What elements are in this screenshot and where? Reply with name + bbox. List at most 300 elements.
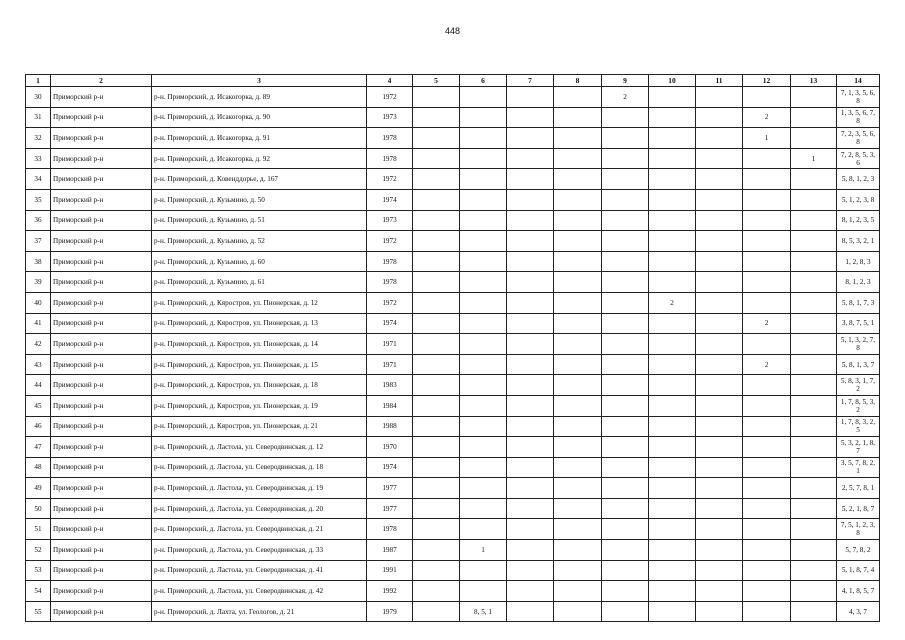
value-cell <box>696 334 743 355</box>
value-cell <box>460 107 507 128</box>
value-cell <box>696 540 743 561</box>
codes-cell: 5, 1, 2, 3, 8 <box>837 189 880 210</box>
value-cell <box>507 478 554 499</box>
value-cell <box>507 251 554 272</box>
value-cell <box>649 334 696 355</box>
table-row <box>26 437 880 458</box>
value-cell <box>649 395 696 416</box>
value-cell <box>413 128 460 149</box>
year-cell: 1972 <box>367 231 413 252</box>
column-header: 14 <box>837 75 880 87</box>
district-cell: Приморский р-н <box>51 272 152 293</box>
value-cell <box>743 540 791 561</box>
value-cell <box>460 272 507 293</box>
row-number: 55 <box>26 601 51 622</box>
value-cell <box>507 334 554 355</box>
district-cell: Приморский р-н <box>51 87 152 108</box>
value-cell <box>413 169 460 190</box>
value-cell <box>743 210 791 231</box>
codes-cell: 7, 2, 3, 5, 6, 8 <box>837 128 880 149</box>
value-cell <box>649 457 696 478</box>
year-cell: 1974 <box>367 457 413 478</box>
value-cell <box>554 231 602 252</box>
table-row <box>26 457 880 478</box>
value-cell <box>507 457 554 478</box>
value-cell <box>743 375 791 396</box>
value-cell <box>649 148 696 169</box>
column-header: 7 <box>507 75 554 87</box>
district-cell: Приморский р-н <box>51 519 152 540</box>
table-row <box>26 189 880 210</box>
year-cell: 1984 <box>367 395 413 416</box>
value-cell <box>507 354 554 375</box>
address-cell: р-н. Приморский, д. Кяростров, ул. Пионерская, д. 12 <box>152 292 367 313</box>
page-number: 448 <box>444 26 461 36</box>
value-cell <box>413 313 460 334</box>
codes-cell: 5, 8, 1, 7, 3 <box>837 292 880 313</box>
address-cell: р-н. Приморский, д. Ластола, ул. Северодвинская, д. 33 <box>152 540 367 561</box>
row-number: 51 <box>26 519 51 540</box>
row-number: 52 <box>26 540 51 561</box>
value-cell <box>649 437 696 458</box>
value-cell <box>649 313 696 334</box>
value-cell <box>743 189 791 210</box>
value-cell <box>743 581 791 602</box>
district-cell: Приморский р-н <box>51 560 152 581</box>
value-cell <box>696 354 743 375</box>
column-header: 9 <box>602 75 649 87</box>
value-cell <box>413 478 460 499</box>
value-cell <box>554 251 602 272</box>
value-cell: 1 <box>791 148 837 169</box>
value-cell <box>743 519 791 540</box>
value-cell <box>460 457 507 478</box>
district-cell: Приморский р-н <box>51 210 152 231</box>
district-cell: Приморский р-н <box>51 395 152 416</box>
value-cell <box>602 478 649 499</box>
value-cell <box>413 292 460 313</box>
value-cell <box>743 437 791 458</box>
value-cell <box>554 437 602 458</box>
address-cell: р-н. Приморский, д. Ковенддорье, д. 167 <box>152 169 367 190</box>
value-cell <box>507 107 554 128</box>
value-cell <box>649 581 696 602</box>
value-cell <box>743 272 791 293</box>
value-cell <box>602 169 649 190</box>
value-cell <box>413 457 460 478</box>
table-row <box>26 292 880 313</box>
value-cell <box>413 498 460 519</box>
value-cell <box>696 478 743 499</box>
value-cell <box>554 560 602 581</box>
district-cell: Приморский р-н <box>51 457 152 478</box>
row-number: 54 <box>26 581 51 602</box>
value-cell <box>696 231 743 252</box>
codes-cell: 4, 1, 8, 5, 7 <box>837 581 880 602</box>
table-row <box>26 87 880 108</box>
table-row <box>26 478 880 499</box>
value-cell <box>554 416 602 437</box>
row-number: 34 <box>26 169 51 190</box>
value-cell <box>791 210 837 231</box>
column-header: 12 <box>743 75 791 87</box>
codes-cell: 5, 8, 1, 3, 7 <box>837 354 880 375</box>
codes-cell: 5, 1, 8, 7, 4 <box>837 560 880 581</box>
district-cell: Приморский р-н <box>51 313 152 334</box>
value-cell <box>696 560 743 581</box>
column-header: 3 <box>152 75 367 87</box>
value-cell <box>460 292 507 313</box>
year-cell: 1974 <box>367 313 413 334</box>
value-cell <box>602 437 649 458</box>
value-cell <box>507 169 554 190</box>
district-cell: Приморский р-н <box>51 581 152 602</box>
value-cell <box>791 416 837 437</box>
year-cell: 1971 <box>367 334 413 355</box>
value-cell <box>554 87 602 108</box>
value-cell <box>743 601 791 622</box>
column-header: 8 <box>554 75 602 87</box>
table-row <box>26 272 880 293</box>
value-cell <box>413 231 460 252</box>
year-cell: 1970 <box>367 437 413 458</box>
address-cell: р-н. Приморский, д. Кузьмино, д. 50 <box>152 189 367 210</box>
value-cell <box>460 148 507 169</box>
value-cell <box>649 416 696 437</box>
row-number: 40 <box>26 292 51 313</box>
row-number: 47 <box>26 437 51 458</box>
row-number: 43 <box>26 354 51 375</box>
column-header: 4 <box>367 75 413 87</box>
value-cell <box>649 478 696 499</box>
value-cell <box>507 375 554 396</box>
codes-cell: 1, 7, 8, 5, 3, 2 <box>837 395 880 416</box>
value-cell <box>413 601 460 622</box>
district-cell: Приморский р-н <box>51 416 152 437</box>
value-cell <box>413 272 460 293</box>
value-cell <box>791 437 837 458</box>
value-cell <box>554 272 602 293</box>
address-cell: р-н. Приморский, д. Кяростров, ул. Пионерская, д. 21 <box>152 416 367 437</box>
value-cell: 1 <box>743 128 791 149</box>
row-number: 46 <box>26 416 51 437</box>
value-cell <box>602 519 649 540</box>
value-cell <box>791 87 837 108</box>
value-cell <box>554 334 602 355</box>
district-cell: Приморский р-н <box>51 107 152 128</box>
district-cell: Приморский р-н <box>51 540 152 561</box>
value-cell: 2 <box>743 107 791 128</box>
value-cell <box>696 272 743 293</box>
address-cell: р-н. Приморский, д. Кяростров, ул. Пионерская, д. 15 <box>152 354 367 375</box>
value-cell <box>554 457 602 478</box>
row-number: 37 <box>26 231 51 252</box>
value-cell <box>602 231 649 252</box>
codes-cell: 7, 5, 1, 2, 3, 8 <box>837 519 880 540</box>
district-cell: Приморский р-н <box>51 375 152 396</box>
value-cell <box>696 416 743 437</box>
row-number: 31 <box>26 107 51 128</box>
codes-cell: 5, 8, 3, 1, 7, 2 <box>837 375 880 396</box>
value-cell <box>791 334 837 355</box>
codes-cell: 1, 2, 8, 3 <box>837 251 880 272</box>
value-cell <box>696 313 743 334</box>
row-number: 41 <box>26 313 51 334</box>
value-cell <box>460 416 507 437</box>
year-cell: 1977 <box>367 498 413 519</box>
value-cell <box>791 519 837 540</box>
value-cell <box>460 437 507 458</box>
value-cell <box>696 107 743 128</box>
codes-cell: 2, 5, 7, 8, 1 <box>837 478 880 499</box>
value-cell <box>696 581 743 602</box>
value-cell <box>507 128 554 149</box>
table-row <box>26 581 880 602</box>
codes-cell: 3, 8, 7, 5, 1 <box>837 313 880 334</box>
register-table <box>25 74 880 622</box>
codes-cell: 8, 1, 2, 3 <box>837 272 880 293</box>
year-cell: 1973 <box>367 107 413 128</box>
year-cell: 1972 <box>367 87 413 108</box>
value-cell <box>696 169 743 190</box>
value-cell: 2 <box>743 354 791 375</box>
value-cell <box>602 354 649 375</box>
table-row <box>26 251 880 272</box>
value-cell <box>413 581 460 602</box>
value-cell <box>460 354 507 375</box>
value-cell <box>602 210 649 231</box>
row-number: 38 <box>26 251 51 272</box>
value-cell <box>743 395 791 416</box>
value-cell <box>413 334 460 355</box>
address-cell: р-н. Приморский, д. Кяростров, ул. Пионерская, д. 14 <box>152 334 367 355</box>
value-cell <box>602 272 649 293</box>
row-number: 35 <box>26 189 51 210</box>
table-row <box>26 519 880 540</box>
value-cell <box>460 519 507 540</box>
value-cell <box>791 457 837 478</box>
value-cell <box>554 313 602 334</box>
address-cell: р-н. Приморский, д. Ластола, ул. Северодвинская, д. 42 <box>152 581 367 602</box>
codes-cell: 5, 7, 8, 2 <box>837 540 880 561</box>
value-cell <box>791 313 837 334</box>
value-cell <box>791 601 837 622</box>
value-cell: 8, 5, 1 <box>460 601 507 622</box>
address-cell: р-н. Приморский, д. Лахта, ул. Геологов, д. 21 <box>152 601 367 622</box>
value-cell <box>649 189 696 210</box>
year-cell: 1983 <box>367 375 413 396</box>
value-cell <box>413 519 460 540</box>
year-cell: 1991 <box>367 560 413 581</box>
value-cell <box>554 375 602 396</box>
codes-cell: 8, 1, 2, 3, 5 <box>837 210 880 231</box>
table-row <box>26 169 880 190</box>
row-number: 49 <box>26 478 51 499</box>
value-cell <box>743 560 791 581</box>
value-cell <box>507 87 554 108</box>
value-cell <box>554 189 602 210</box>
value-cell <box>554 128 602 149</box>
value-cell <box>791 272 837 293</box>
value-cell <box>413 87 460 108</box>
address-cell: р-н. Приморский, д. Ластола, ул. Северодвинская, д. 41 <box>152 560 367 581</box>
value-cell: 2 <box>649 292 696 313</box>
value-cell <box>791 128 837 149</box>
value-cell <box>460 210 507 231</box>
value-cell <box>649 540 696 561</box>
value-cell <box>696 437 743 458</box>
table-row <box>26 231 880 252</box>
value-cell <box>791 540 837 561</box>
address-cell: р-н. Приморский, д. Кяростров, ул. Пионерская, д. 18 <box>152 375 367 396</box>
value-cell <box>413 416 460 437</box>
value-cell <box>649 210 696 231</box>
value-cell <box>791 395 837 416</box>
address-cell: р-н. Приморский, д. Исакогорка, д. 89 <box>152 87 367 108</box>
table-row <box>26 395 880 416</box>
table-row <box>26 354 880 375</box>
value-cell <box>507 437 554 458</box>
value-cell: 1 <box>460 540 507 561</box>
table-row <box>26 128 880 149</box>
address-cell: р-н. Приморский, д. Ластола, ул. Северодвинская, д. 21 <box>152 519 367 540</box>
value-cell <box>554 148 602 169</box>
value-cell <box>602 395 649 416</box>
value-cell <box>696 210 743 231</box>
value-cell <box>696 292 743 313</box>
address-cell: р-н. Приморский, д. Исакогорка, д. 90 <box>152 107 367 128</box>
district-cell: Приморский р-н <box>51 148 152 169</box>
codes-cell: 3, 5, 7, 8, 2, 1 <box>837 457 880 478</box>
address-cell: р-н. Приморский, д. Кузьмино, д. 51 <box>152 210 367 231</box>
value-cell <box>460 189 507 210</box>
value-cell <box>507 560 554 581</box>
value-cell <box>602 189 649 210</box>
table-row <box>26 416 880 437</box>
value-cell <box>649 272 696 293</box>
codes-cell: 5, 8, 1, 2, 3 <box>837 169 880 190</box>
value-cell <box>460 498 507 519</box>
value-cell <box>507 395 554 416</box>
value-cell <box>460 581 507 602</box>
value-cell <box>413 354 460 375</box>
table-body <box>26 87 880 622</box>
value-cell <box>413 540 460 561</box>
value-cell <box>743 334 791 355</box>
value-cell <box>649 231 696 252</box>
table-row <box>26 601 880 622</box>
value-cell <box>649 601 696 622</box>
table-row <box>26 540 880 561</box>
district-cell: Приморский р-н <box>51 292 152 313</box>
value-cell <box>649 354 696 375</box>
value-cell <box>602 601 649 622</box>
value-cell <box>696 189 743 210</box>
value-cell <box>743 498 791 519</box>
value-cell <box>507 189 554 210</box>
value-cell <box>507 416 554 437</box>
value-cell <box>696 148 743 169</box>
value-cell <box>602 498 649 519</box>
value-cell <box>460 251 507 272</box>
column-header: 1 <box>26 75 51 87</box>
table-row <box>26 334 880 355</box>
value-cell <box>649 375 696 396</box>
value-cell <box>602 581 649 602</box>
value-cell <box>507 292 554 313</box>
value-cell <box>413 210 460 231</box>
value-cell <box>413 560 460 581</box>
table-row <box>26 313 880 334</box>
value-cell <box>649 128 696 149</box>
value-cell <box>507 581 554 602</box>
district-cell: Приморский р-н <box>51 189 152 210</box>
value-cell <box>554 478 602 499</box>
district-cell: Приморский р-н <box>51 601 152 622</box>
row-number: 39 <box>26 272 51 293</box>
value-cell <box>791 107 837 128</box>
value-cell <box>791 498 837 519</box>
table-row <box>26 560 880 581</box>
value-cell: 2 <box>602 87 649 108</box>
value-cell <box>791 354 837 375</box>
year-cell: 1978 <box>367 251 413 272</box>
value-cell <box>413 189 460 210</box>
value-cell <box>696 457 743 478</box>
table-row <box>26 210 880 231</box>
row-number: 53 <box>26 560 51 581</box>
codes-cell: 7, 2, 8, 5, 3, 6 <box>837 148 880 169</box>
value-cell <box>507 601 554 622</box>
district-cell: Приморский р-н <box>51 478 152 499</box>
year-cell: 1988 <box>367 416 413 437</box>
value-cell <box>507 210 554 231</box>
value-cell <box>507 519 554 540</box>
year-cell: 1978 <box>367 148 413 169</box>
value-cell <box>413 251 460 272</box>
codes-cell: 5, 2, 1, 8, 7 <box>837 498 880 519</box>
value-cell <box>460 87 507 108</box>
column-header: 13 <box>791 75 837 87</box>
value-cell <box>649 519 696 540</box>
district-cell: Приморский р-н <box>51 128 152 149</box>
year-cell: 1973 <box>367 210 413 231</box>
row-number: 45 <box>26 395 51 416</box>
year-cell: 1978 <box>367 128 413 149</box>
table-row <box>26 148 880 169</box>
value-cell <box>649 251 696 272</box>
year-cell: 1972 <box>367 292 413 313</box>
value-cell <box>696 87 743 108</box>
value-cell <box>507 148 554 169</box>
value-cell <box>791 292 837 313</box>
value-cell <box>460 313 507 334</box>
row-number: 36 <box>26 210 51 231</box>
address-cell: р-н. Приморский, д. Ластола, ул. Северодвинская, д. 19 <box>152 478 367 499</box>
value-cell <box>743 87 791 108</box>
year-cell: 1978 <box>367 272 413 293</box>
address-cell: р-н. Приморский, д. Кузьмино, д. 52 <box>152 231 367 252</box>
year-cell: 1977 <box>367 478 413 499</box>
value-cell <box>460 231 507 252</box>
value-cell <box>460 375 507 396</box>
value-cell <box>554 395 602 416</box>
value-cell <box>507 313 554 334</box>
value-cell <box>460 128 507 149</box>
value-cell <box>507 540 554 561</box>
value-cell <box>696 375 743 396</box>
value-cell <box>743 292 791 313</box>
